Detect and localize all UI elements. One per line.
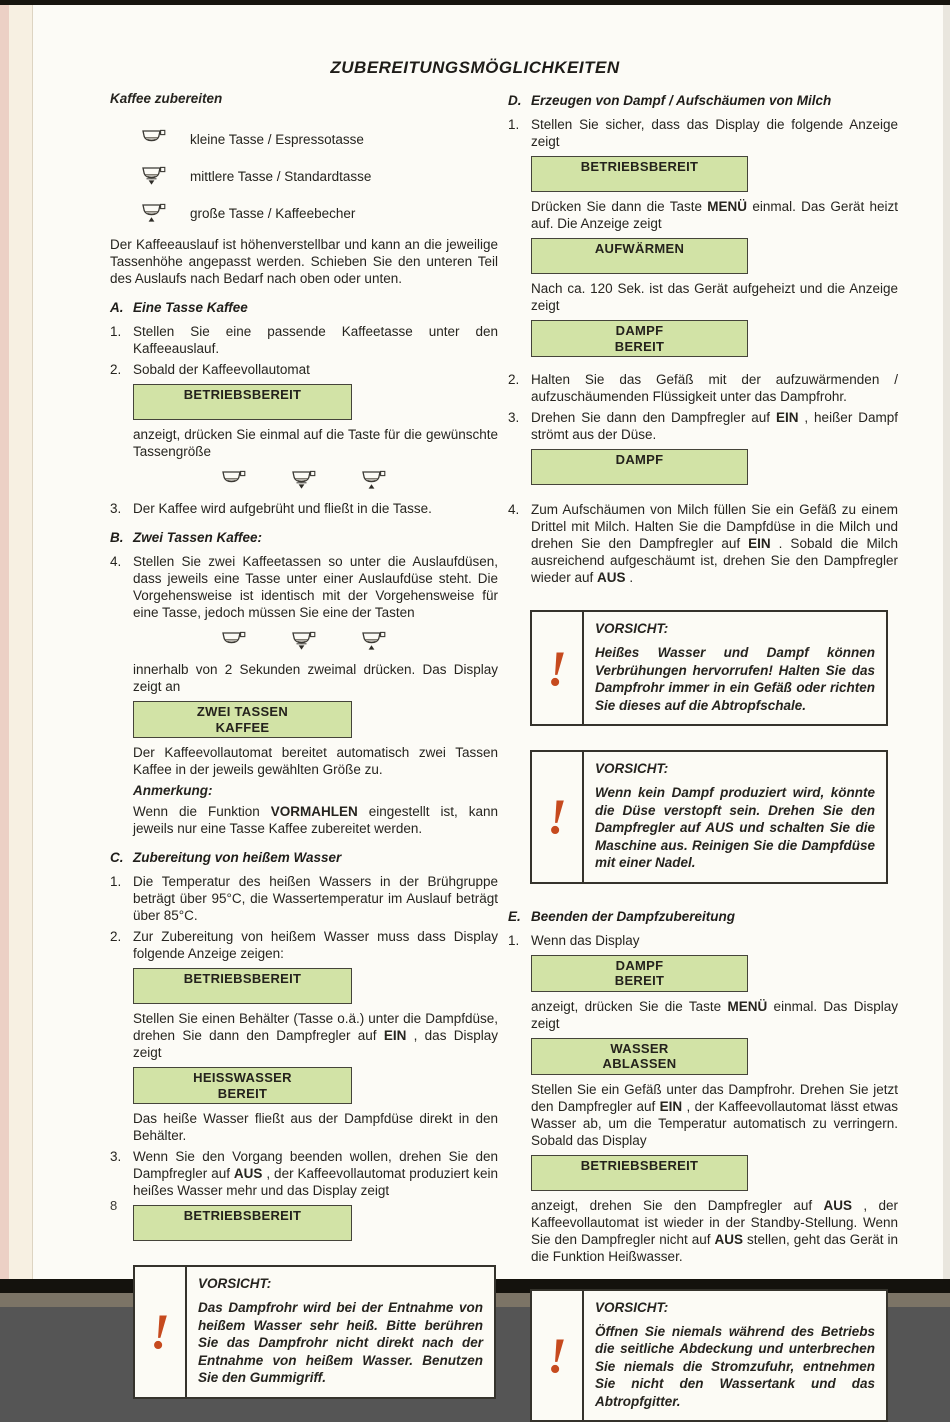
list-item: 1. Stellen Sie sicher, dass das Display die folgende Anzeige zeigt [508, 116, 898, 150]
paragraph: anzeigt, drücken Sie die Taste MENÜ einmal. Das Display zeigt [531, 998, 898, 1032]
note-heading: Anmerkung: [133, 782, 498, 799]
display-line: KAFFEE [138, 720, 347, 736]
display-line: BEREIT [536, 339, 743, 355]
list-item: 2. Zur Zubereitung von heißem Wasser muss dass Display folgende Anzeige zeigen: [110, 928, 498, 962]
display-line: BETRIEBSBEREIT [138, 1208, 347, 1224]
section-d-heading: D. Erzeugen von Dampf / Aufschäumen von Milch [508, 92, 898, 109]
display-line: WASSER [536, 1041, 743, 1057]
list-item: 1. Stellen Sie eine passende Kaffeetasse unter den Kaffeeauslauf. [110, 323, 498, 357]
display-line: BETRIEBSBEREIT [536, 159, 743, 175]
large-cup-icon [360, 469, 388, 493]
warning-text: Heißes Wasser und Dampf können Verbrühungen hervorrufen! Halten Sie das Dampfrohr immer in ein Gefäß oder richten Sie dieses auf die Abtropfschale. [595, 644, 875, 714]
paragraph: Nach ca. 120 Sek. ist das Gerät aufgeheizt und die Anzeige zeigt [531, 280, 898, 314]
warning-heading: VORSICHT: [595, 760, 875, 777]
warning-text: Wenn kein Dampf produziert wird, könnte die Düse verstopft sein. Drehen Sie den Dampfregler auf AUS und schalten Sie die Maschine aus. Reinigen Sie die Dampfdüse mit einer Nadel. [595, 784, 875, 872]
note-paragraph: Wenn die Funktion VORMAHLEN eingestellt ist, kann jeweils nur eine Tasse Kaffee zubereitet werden. [133, 803, 498, 837]
list-item: 3. Der Kaffee wird aufgebrüht und fließt in die Tasse. [110, 500, 498, 517]
book-top-edge [0, 0, 950, 5]
section-a-heading: A. Eine Tasse Kaffee [110, 299, 498, 316]
warning-heading: VORSICHT: [595, 1299, 875, 1316]
lcd-display-box [531, 1038, 748, 1075]
cup-label: kleine Tasse / Espressotasse [190, 131, 364, 148]
display-line: BEREIT [536, 973, 743, 989]
small-cup-icon [220, 469, 248, 493]
large-cup-icon [360, 630, 388, 654]
section-heading-kaffee-zubereiten: Kaffee zubereiten [110, 90, 498, 107]
display-line: DAMPF [536, 958, 743, 974]
lcd-display-box [133, 384, 352, 420]
page-right-edge [943, 5, 950, 1279]
display-line: BETRIEBSBEREIT [138, 971, 347, 987]
lcd-display-box [531, 320, 748, 357]
section-e-heading: E. Beenden der Dampfzubereitung [508, 908, 898, 925]
lcd-display-box [531, 449, 748, 485]
list-item [140, 195, 498, 232]
warning-text: Das Dampfrohr wird bei der Entnahme von heißem Wasser sehr heiß. Bitte berühren Sie das Dampfrohr nicht direkt nach der Entnahme von heißem Wasser. Benutzen Sie den Gummigriff. [198, 1299, 483, 1387]
display-line: BEREIT [138, 1086, 347, 1102]
display-line: DAMPF [536, 452, 743, 468]
display-line: BETRIEBSBEREIT [536, 1158, 743, 1174]
list-item: 2. Halten Sie das Gefäß mit der aufzuwärmenden / aufzuschäumenden Flüssigkeit unter das Dampfrohr. [508, 371, 898, 405]
page-title: ZUBEREITUNGSMÖGLICHKEITEN [0, 58, 950, 78]
display-line: ABLASSEN [536, 1056, 743, 1072]
large-cup-icon [140, 202, 168, 226]
lcd-display-box [531, 955, 748, 992]
lcd-display-box [133, 1067, 352, 1104]
lcd-display-box [133, 968, 352, 1004]
cup-size-legend [140, 121, 498, 232]
list-item: 3. Wenn Sie den Vorgang beenden wollen, drehen Sie den Dampfregler auf AUS , der Kaffeevollautomat produziert kein heißes Wasser mehr und das Display zeigt [110, 1148, 498, 1199]
right-column [508, 90, 898, 1422]
list-item [140, 158, 498, 195]
display-line: AUFWÄRMEN [536, 241, 743, 257]
medium-cup-icon [290, 469, 318, 493]
section-b-heading: B. Zwei Tassen Kaffee: [110, 529, 498, 546]
lcd-display-box [531, 238, 748, 274]
paragraph: Drücken Sie dann die Taste MENÜ einmal. Das Gerät heizt auf. Die Anzeige zeigt [531, 198, 898, 232]
list-item: 4. Stellen Sie zwei Kaffeetassen so unter die Auslaufdüsen, dass jeweils eine Tasse unter einer Auslaufdüse steht. Die Vorgehensweise ist identisch mit der Vorgehensweise für eine Tasse, jedoch müssen Sie eine der Tasten [110, 553, 498, 621]
display-line: BETRIEBSBEREIT [138, 387, 347, 403]
list-item: 1. Wenn das Display [508, 932, 898, 949]
warning-heading: VORSICHT: [595, 620, 875, 637]
cup-label: mittlere Tasse / Standardtasse [190, 168, 371, 185]
medium-cup-icon [140, 165, 168, 189]
list-item: 1. Die Temperatur des heißen Wassers in der Brühgruppe beträgt über 95°C, die Wassertemperatur im Auslauf beträgt über 85°C. [110, 873, 498, 924]
lcd-display-box [531, 156, 748, 192]
lcd-display-box [531, 1155, 748, 1191]
small-cup-icon [140, 128, 168, 152]
lcd-display-box [133, 1205, 352, 1241]
cup-buttons-row [110, 469, 498, 493]
paragraph: anzeigt, drehen Sie den Dampfregler auf AUS , der Kaffeevollautomat ist wieder in der Standby-Stellung. Wenn Sie den Dampfregler nicht auf AUS stellen, geht das Gerät in die Funktion Heißwasser. [531, 1197, 898, 1265]
paragraph: Das heiße Wasser fließt aus der Dampfdüse direkt in den Behälter. [133, 1110, 498, 1144]
warning-exclamation-icon: ! [532, 1291, 584, 1421]
warning-text: Öffnen Sie niemals während des Betriebs die seitliche Abdeckung und unterbrechen Sie niemals die Stromzufuhr, entnehmen Sie nicht den Wassertank und das Abtropfgitter. [595, 1323, 875, 1411]
warning-box [530, 750, 888, 884]
small-cup-icon [220, 630, 248, 654]
warning-heading: VORSICHT: [198, 1275, 483, 1292]
warning-exclamation-icon: ! [135, 1267, 187, 1397]
lcd-display-box [133, 701, 352, 738]
warning-exclamation-icon: ! [532, 752, 584, 882]
paragraph: Stellen Sie einen Behälter (Tasse o.ä.) unter die Dampfdüse, drehen Sie dann den Dampfregler auf EIN , das Display zeigt [133, 1010, 498, 1061]
warning-exclamation-icon: ! [532, 612, 584, 724]
list-item: 3. Drehen Sie dann den Dampfregler auf EIN , heißer Dampf strömt aus der Düse. [508, 409, 898, 443]
cup-buttons-row [110, 630, 498, 654]
page-number: 8 [110, 1198, 117, 1213]
medium-cup-icon [290, 630, 318, 654]
list-item: 2. Sobald der Kaffeevollautomat [110, 361, 498, 378]
display-line: HEISSWASSER [138, 1070, 347, 1086]
warning-box [530, 1289, 888, 1422]
display-line: DAMPF [536, 323, 743, 339]
warning-box [133, 1265, 496, 1399]
left-column [110, 90, 498, 1399]
paragraph: Der Kaffeevollautomat bereitet automatisch zwei Tassen Kaffee in der jeweils gewählten Größe zu. [133, 744, 498, 778]
intro-paragraph: Der Kaffeeauslauf ist höhenverstellbar und kann an die jeweilige Tassenhöhe angepasst werden. Schieben Sie den unteren Teil des Auslaufs nach Bedarf nach oben oder unten. [110, 236, 498, 287]
cup-label: große Tasse / Kaffeebecher [190, 205, 355, 222]
paragraph: Stellen Sie ein Gefäß unter das Dampfrohr. Drehen Sie jetzt den Dampfregler auf EIN , der Kaffeevollautomat lässt etwas Wasser ab, um die Temperatur automatisch zu verringern. Sobald das Display [531, 1081, 898, 1149]
section-c-heading: C. Zubereitung von heißem Wasser [110, 849, 498, 866]
book-binding-edge [0, 5, 9, 1279]
page-stack-edge [9, 5, 33, 1279]
list-item [140, 121, 498, 158]
paragraph: anzeigt, drücken Sie einmal auf die Taste für die gewünschte Tassengröße [133, 426, 498, 460]
warning-box [530, 610, 888, 726]
display-line: ZWEI TASSEN [138, 704, 347, 720]
paragraph: innerhalb von 2 Sekunden zweimal drücken. Das Display zeigt an [133, 661, 498, 695]
list-item: 4. Zum Aufschäumen von Milch füllen Sie ein Gefäß zu einem Drittel mit Milch. Halten Sie die Dampfdüse in die Milch und drehen Sie den Dampfregler auf EIN . Sobald die Milch ausreichend aufgeschäumt ist, drehen Sie den Dampfregler wieder auf AUS . [508, 501, 898, 586]
